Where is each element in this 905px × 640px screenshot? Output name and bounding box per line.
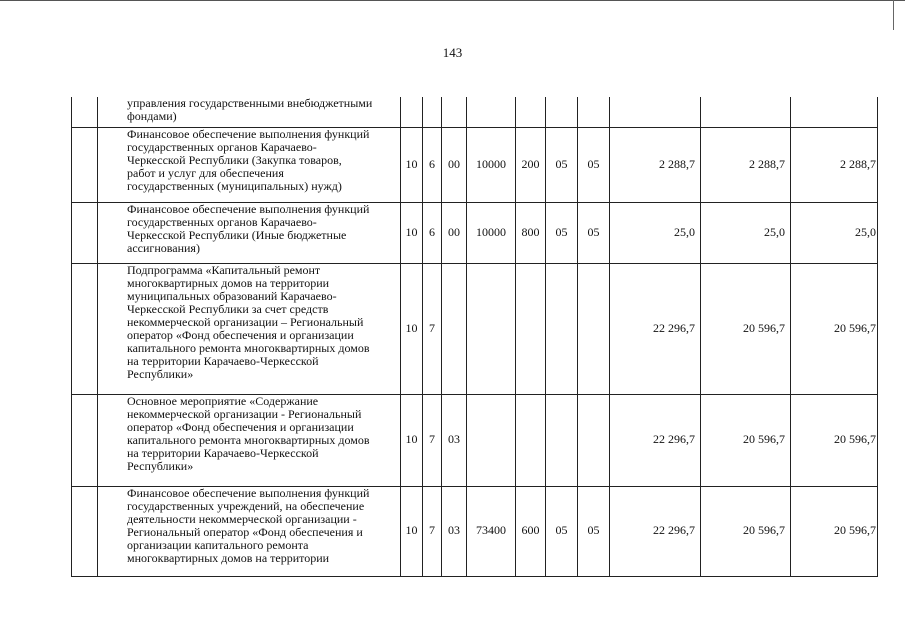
- description-line: Республики»: [127, 458, 194, 473]
- code-expense-type: [516, 97, 546, 127]
- code-expense-type: 800: [516, 202, 546, 263]
- code-expense-type: 200: [516, 127, 546, 202]
- code-section: 10: [401, 486, 423, 576]
- description-line: Черкесской Республики за счет средств: [127, 301, 329, 316]
- code-program: 00: [442, 127, 467, 202]
- budget-table: [71, 97, 878, 577]
- code-direction: [467, 263, 516, 394]
- description-line: на территории Карачаево-Черкесской: [127, 354, 319, 369]
- amount-year-3: 25,0: [791, 202, 878, 263]
- code-chapter: [546, 263, 578, 394]
- code-subchapter: 05: [578, 202, 610, 263]
- description-line: фондами): [127, 109, 177, 124]
- code-section: 10: [401, 202, 423, 263]
- description-line: муниципальных образований Карачаево-: [127, 288, 337, 303]
- code-program: 03: [442, 394, 467, 486]
- code-chapter: [546, 97, 578, 127]
- row-number-cell: [72, 202, 98, 263]
- code-section: 10: [401, 263, 423, 394]
- row-number-cell: [72, 263, 98, 394]
- code-chapter: [546, 394, 578, 486]
- description-line: некоммерческой организации – Региональный: [127, 314, 364, 329]
- description-line: ассигнования): [127, 240, 200, 255]
- description-line: капитального ремонта многоквартирных домов: [127, 432, 370, 447]
- description-line: Подпрограмма «Капитальный ремонт: [127, 263, 321, 277]
- code-section: 10: [401, 127, 423, 202]
- code-expense-type: [516, 263, 546, 394]
- table-row: [72, 202, 878, 263]
- code-subsection: 6: [423, 202, 442, 263]
- description-line: деятельности некоммерческой организации -: [127, 511, 357, 526]
- code-direction: [467, 394, 516, 486]
- table-row: [72, 394, 878, 486]
- code-subsection: 6: [423, 127, 442, 202]
- page-number: 143: [442, 45, 463, 60]
- description-line: Региональный оператор «Фонд обеспечения и: [127, 524, 363, 539]
- row-number-cell: [72, 394, 98, 486]
- description-line: оператор «Фонд обеспечения и организации: [127, 327, 354, 342]
- description-line: капитального ремонта многоквартирных домов: [127, 341, 370, 356]
- code-subchapter: [578, 97, 610, 127]
- amount-year-3: 20 596,7: [791, 486, 878, 576]
- row-number-cell: [72, 97, 98, 127]
- amount-year-3: [791, 97, 878, 127]
- code-expense-type: 600: [516, 486, 546, 576]
- code-chapter: 05: [546, 127, 578, 202]
- description-line: на территории Карачаево-Черкесской: [127, 445, 319, 460]
- row-description: [98, 486, 401, 576]
- amount-year-3: 20 596,7: [791, 394, 878, 486]
- code-subchapter: [578, 394, 610, 486]
- description-line: государственных органов Карачаево-: [127, 214, 317, 229]
- description-line: Черкесской Республики (Закупка товаров,: [127, 152, 342, 167]
- amount-year-3: 2 288,7: [791, 127, 878, 202]
- amount-year-2: 20 596,7: [701, 486, 791, 576]
- code-subchapter: 05: [578, 486, 610, 576]
- row-description: [98, 202, 401, 263]
- code-subchapter: 05: [578, 127, 610, 202]
- amount-year-2: 25,0: [701, 202, 791, 263]
- row-number-cell: [72, 486, 98, 576]
- row-description: [98, 97, 401, 127]
- description-line: оператор «Фонд обеспечения и организации: [127, 419, 354, 434]
- description-line: Финансовое обеспечение выполнения функций: [127, 202, 370, 216]
- code-direction: 10000: [467, 202, 516, 263]
- description-line: некоммерческой организации - Региональный: [127, 406, 362, 421]
- code-subsection: 7: [423, 263, 442, 394]
- description-line: многоквартирных домов на территории: [127, 550, 330, 565]
- table-row: [72, 486, 878, 576]
- amount-year-1: 2 288,7: [610, 127, 701, 202]
- amount-year-1: [610, 97, 701, 127]
- description-line: государственных (муниципальных) нужд): [127, 178, 342, 193]
- row-number-cell: [72, 127, 98, 202]
- description-line: многоквартирных домов на территории: [127, 275, 330, 290]
- code-direction: [467, 97, 516, 127]
- amount-year-1: 25,0: [610, 202, 701, 263]
- code-chapter: 05: [546, 486, 578, 576]
- description-line: Республики»: [127, 367, 194, 382]
- row-description: [98, 127, 401, 202]
- table-row: [72, 127, 878, 202]
- description-line: Финансовое обеспечение выполнения функций: [127, 127, 370, 141]
- description-line: государственных органов Карачаево-: [127, 139, 317, 154]
- row-description: [98, 394, 401, 486]
- amount-year-1: 22 296,7: [610, 263, 701, 394]
- amount-year-2: 20 596,7: [701, 263, 791, 394]
- code-subsection: [423, 97, 442, 127]
- page-edge-right: [893, 0, 894, 30]
- amount-year-3: 20 596,7: [791, 263, 878, 394]
- code-program: [442, 263, 467, 394]
- row-description: [98, 263, 401, 394]
- description-line: работ и услуг для обеспечения: [127, 165, 284, 180]
- amount-year-2: 20 596,7: [701, 394, 791, 486]
- amount-year-1: 22 296,7: [610, 486, 701, 576]
- code-program: 03: [442, 486, 467, 576]
- code-program: 00: [442, 202, 467, 263]
- code-chapter: 05: [546, 202, 578, 263]
- code-subsection: 7: [423, 486, 442, 576]
- description-line: Черкесской Республики (Иные бюджетные: [127, 227, 347, 242]
- description-line: организации капитального ремонта: [127, 537, 309, 552]
- code-expense-type: [516, 394, 546, 486]
- description-line: Финансовое обеспечение выполнения функций: [127, 486, 370, 500]
- code-subsection: 7: [423, 394, 442, 486]
- amount-year-2: 2 288,7: [701, 127, 791, 202]
- description-line: Основное мероприятие «Содержание: [127, 394, 319, 408]
- code-section: 10: [401, 394, 423, 486]
- code-subchapter: [578, 263, 610, 394]
- code-program: [442, 97, 467, 127]
- code-section: [401, 97, 423, 127]
- table-row: [72, 97, 878, 127]
- table-row: [72, 263, 878, 394]
- code-direction: 10000: [467, 127, 516, 202]
- description-line: государственных учреждений, на обеспечение: [127, 498, 365, 513]
- description-line: управления государственными внебюджетными: [127, 97, 373, 110]
- code-direction: 73400: [467, 486, 516, 576]
- amount-year-1: 22 296,7: [610, 394, 701, 486]
- amount-year-2: [701, 97, 791, 127]
- page-edge-top: [0, 0, 905, 3]
